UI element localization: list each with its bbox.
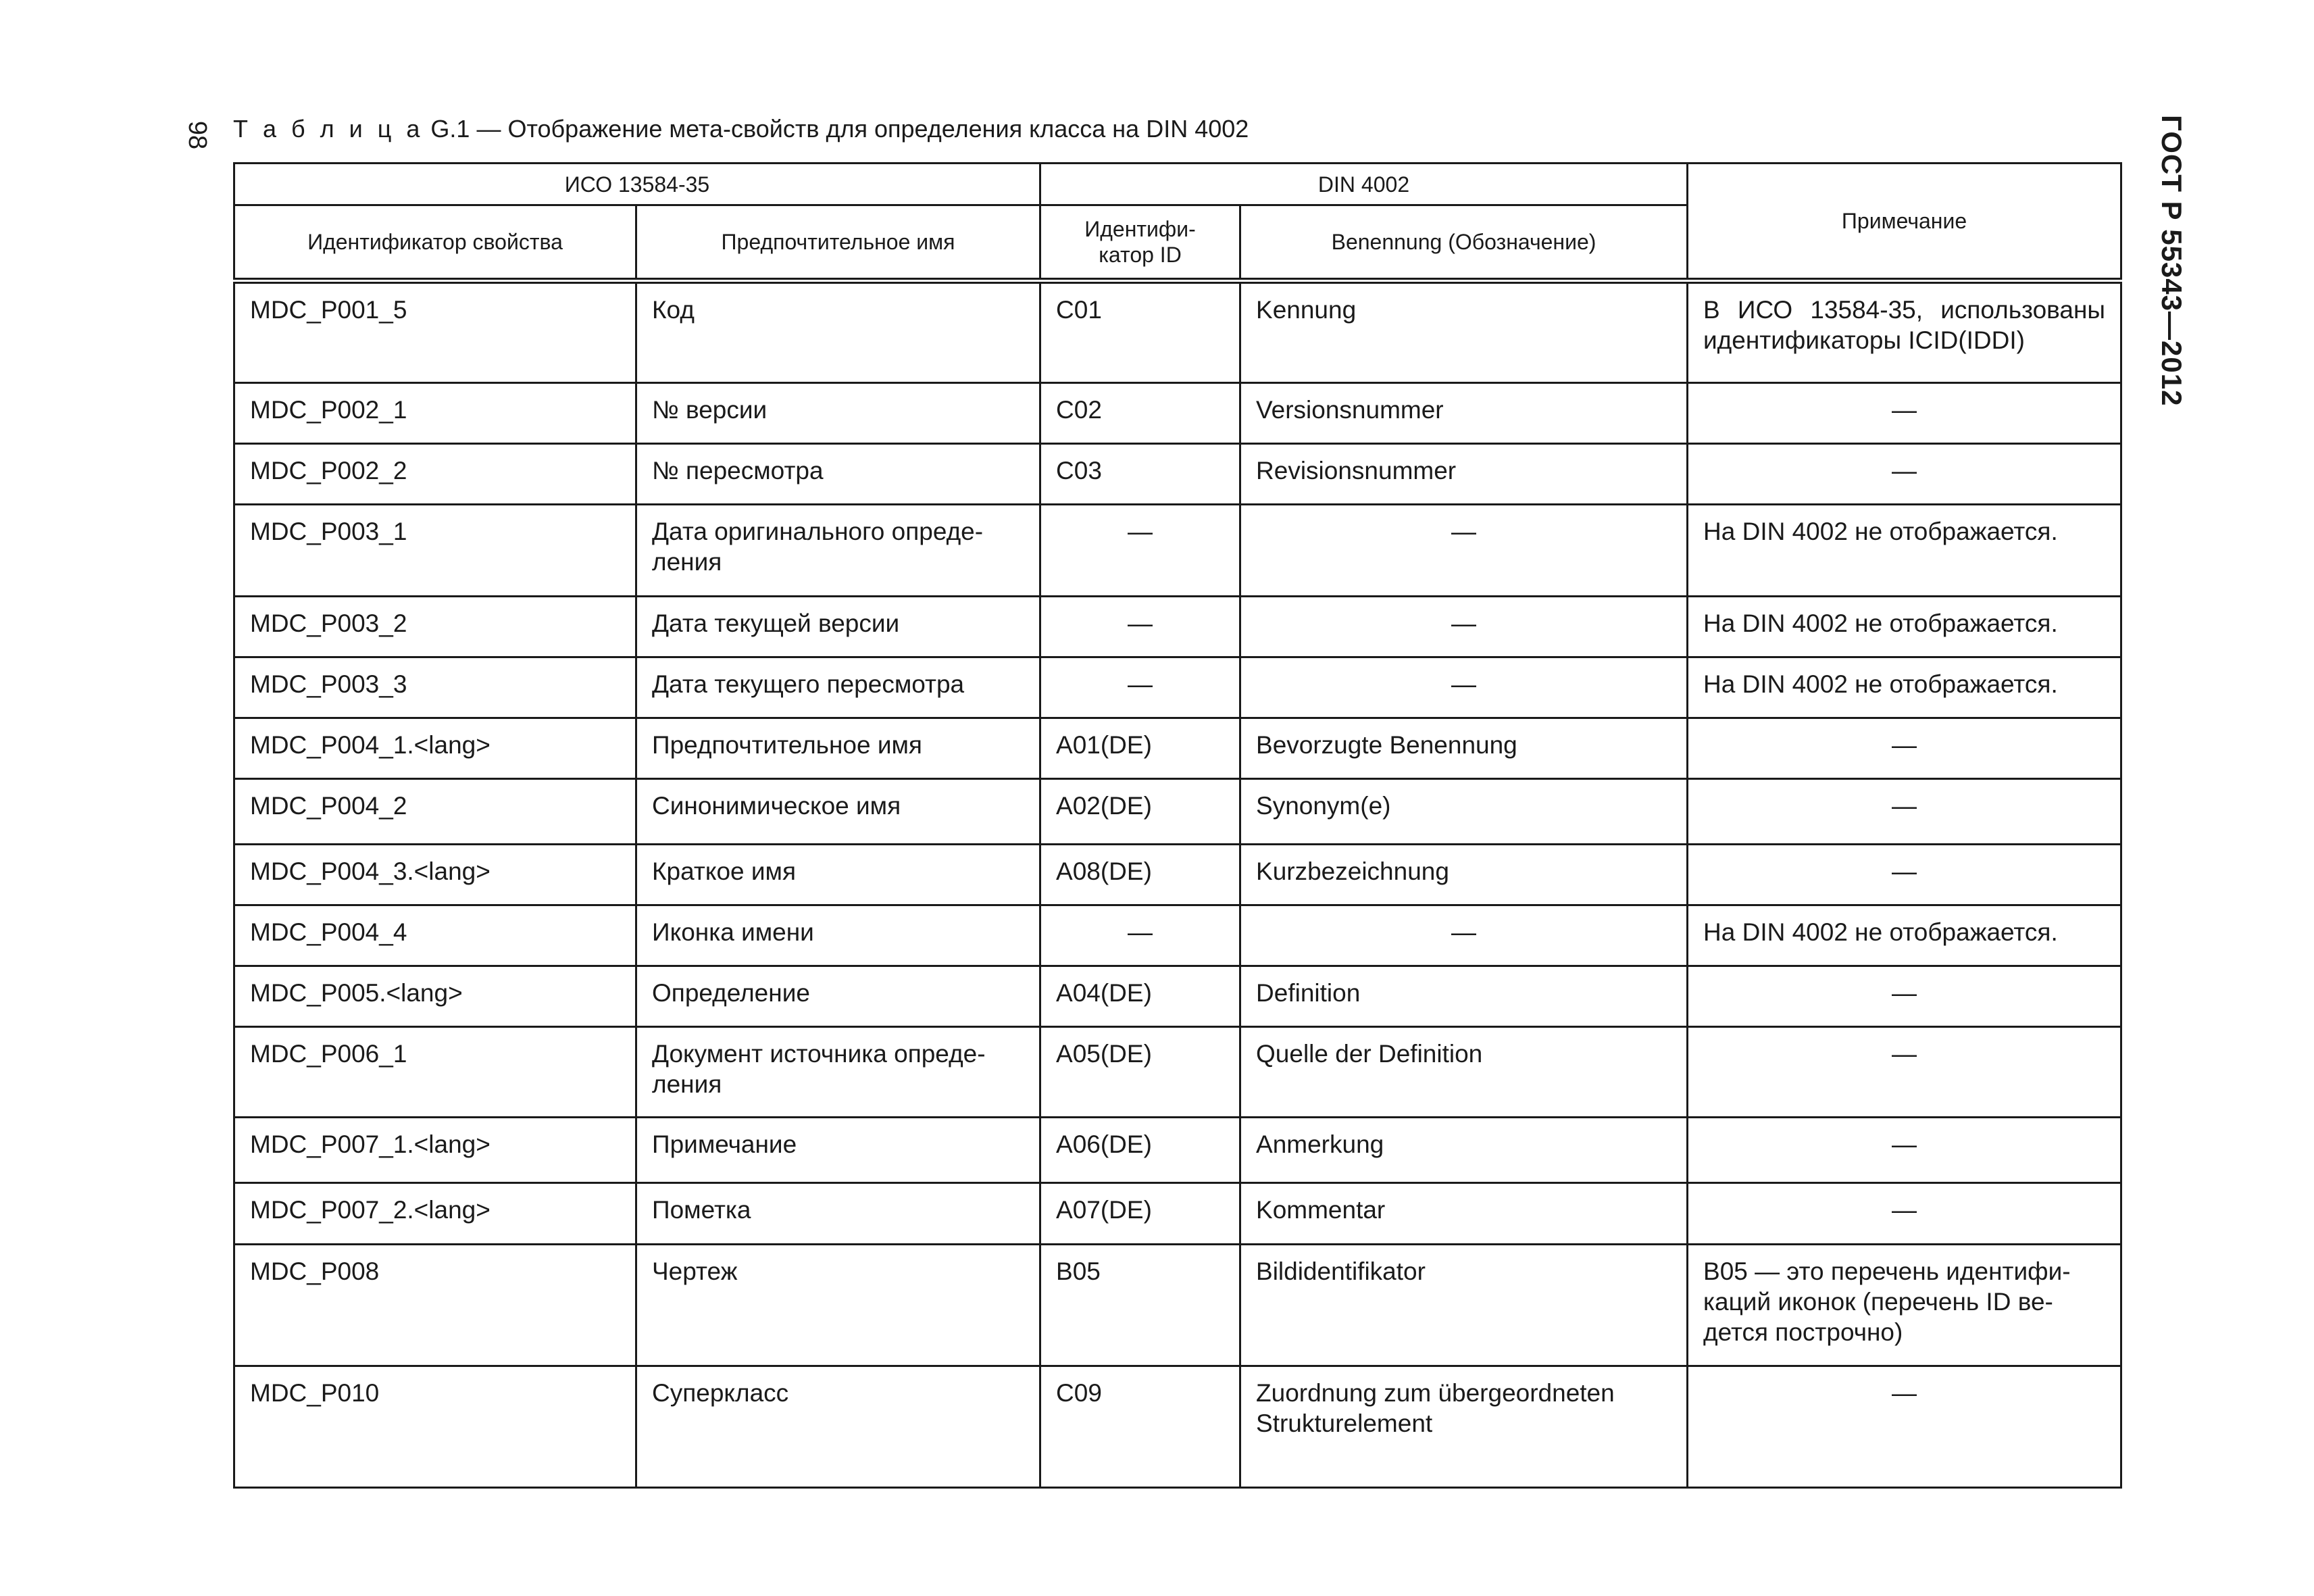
cell-din-id: A08(DE) xyxy=(1040,845,1240,905)
cell-property-id: MDC_P008 xyxy=(234,1245,636,1366)
cell-benennung: — xyxy=(1240,905,1688,966)
cell-din-id: C01 xyxy=(1040,281,1240,383)
cell-note: B05 — это перечень идентифи- каций иконок (перечень ID ве- дется построчно) xyxy=(1688,1245,2121,1366)
cell-note: На DIN 4002 не отображается. xyxy=(1688,597,2121,657)
cell-benennung: Kommentar xyxy=(1240,1183,1688,1245)
mapping-table xyxy=(233,162,2122,1489)
cell-note: — xyxy=(1688,966,2121,1027)
cell-benennung: — xyxy=(1240,505,1688,597)
cell-preferred-name: Чертеж xyxy=(636,1245,1040,1366)
table-row xyxy=(234,1027,2121,1118)
cell-din-id: B05 xyxy=(1040,1245,1240,1366)
cell-benennung: Zuordnung zum übergeordneten Strukturelement xyxy=(1240,1366,1688,1488)
table-row xyxy=(234,1183,2121,1245)
cell-note: — xyxy=(1688,779,2121,845)
cell-note: — xyxy=(1688,1366,2121,1488)
table-title-text: G.1 — Отображение мета-свойств для определения класса на DIN 4002 xyxy=(430,115,1249,143)
table-row xyxy=(234,1245,2121,1366)
cell-property-id: MDC_P003_1 xyxy=(234,505,636,597)
cell-preferred-name: Предпочтительное имя xyxy=(636,718,1040,779)
cell-benennung: Synonym(e) xyxy=(1240,779,1688,845)
cell-note: — xyxy=(1688,383,2121,444)
cell-din-id: A07(DE) xyxy=(1040,1183,1240,1245)
cell-preferred-name: № пересмотра xyxy=(636,444,1040,505)
cell-benennung: — xyxy=(1240,597,1688,657)
cell-preferred-name: Определение xyxy=(636,966,1040,1027)
cell-benennung: Anmerkung xyxy=(1240,1118,1688,1183)
cell-preferred-name: Краткое имя xyxy=(636,845,1040,905)
cell-preferred-name: Примечание xyxy=(636,1118,1040,1183)
table-row xyxy=(234,1366,2121,1488)
table-row xyxy=(234,657,2121,718)
table-row xyxy=(234,597,2121,657)
cell-note: На DIN 4002 не отображается. xyxy=(1688,657,2121,718)
cell-din-id: — xyxy=(1040,905,1240,966)
table-header xyxy=(234,164,2121,281)
cell-preferred-name: Пометка xyxy=(636,1183,1040,1245)
cell-preferred-name: Суперкласс xyxy=(636,1366,1040,1488)
header-preferred-name: Предпочтительное имя xyxy=(636,205,1040,281)
cell-property-id: MDC_P002_1 xyxy=(234,383,636,444)
cell-din-id: A02(DE) xyxy=(1040,779,1240,845)
header-iso-group: ИСО 13584-35 xyxy=(234,164,1040,205)
header-din-id: Идентифи- катор ID xyxy=(1040,205,1240,281)
cell-property-id: MDC_P007_1.<lang> xyxy=(234,1118,636,1183)
table-title-prefix: Т а б л и ц а xyxy=(233,115,424,143)
cell-preferred-name: Иконка имени xyxy=(636,905,1040,966)
cell-property-id: MDC_P010 xyxy=(234,1366,636,1488)
cell-benennung: Bildidentifikator xyxy=(1240,1245,1688,1366)
cell-benennung: Kennung xyxy=(1240,281,1688,383)
table-row xyxy=(234,779,2121,845)
cell-note: — xyxy=(1688,845,2121,905)
cell-preferred-name: Синонимическое имя xyxy=(636,779,1040,845)
cell-preferred-name: Документ источника опреде- ления xyxy=(636,1027,1040,1118)
cell-note: На DIN 4002 не отображается. xyxy=(1688,505,2121,597)
cell-din-id: C02 xyxy=(1040,383,1240,444)
cell-property-id: MDC_P001_5 xyxy=(234,281,636,383)
cell-din-id: C03 xyxy=(1040,444,1240,505)
cell-din-id: — xyxy=(1040,657,1240,718)
header-note: Примечание xyxy=(1688,164,2121,281)
cell-benennung: — xyxy=(1240,657,1688,718)
cell-note: На DIN 4002 не отображается. xyxy=(1688,905,2121,966)
table-row xyxy=(234,845,2121,905)
cell-property-id: MDC_P006_1 xyxy=(234,1027,636,1118)
cell-din-id: A04(DE) xyxy=(1040,966,1240,1027)
cell-property-id: MDC_P004_2 xyxy=(234,779,636,845)
cell-din-id: — xyxy=(1040,505,1240,597)
cell-preferred-name: Дата оригинального опреде- ления xyxy=(636,505,1040,597)
cell-note: В ИСО 13584-35, использованы идентификаторы ICID(IDDI) xyxy=(1688,281,2121,383)
cell-din-id: C09 xyxy=(1040,1366,1240,1488)
cell-note: — xyxy=(1688,1027,2121,1118)
table-row xyxy=(234,718,2121,779)
cell-benennung: Bevorzugte Benennung xyxy=(1240,718,1688,779)
table-body xyxy=(234,281,2121,1488)
cell-property-id: MDC_P004_3.<lang> xyxy=(234,845,636,905)
cell-property-id: MDC_P004_1.<lang> xyxy=(234,718,636,779)
page-number: 98 xyxy=(183,120,212,150)
standard-code: ГОСТ Р 55343—2012 xyxy=(2156,115,2188,407)
cell-note: — xyxy=(1688,1118,2121,1183)
cell-note: — xyxy=(1688,1183,2121,1245)
cell-benennung: Versionsnummer xyxy=(1240,383,1688,444)
table-row xyxy=(234,444,2121,505)
cell-benennung: Revisionsnummer xyxy=(1240,444,1688,505)
table-row xyxy=(234,905,2121,966)
cell-benennung: Definition xyxy=(1240,966,1688,1027)
header-benennung: Benennung (Обозначение) xyxy=(1240,205,1688,281)
cell-benennung: Quelle der Definition xyxy=(1240,1027,1688,1118)
table-row xyxy=(234,966,2121,1027)
cell-din-id: A01(DE) xyxy=(1040,718,1240,779)
table-row xyxy=(234,281,2121,383)
cell-din-id: A06(DE) xyxy=(1040,1118,1240,1183)
cell-preferred-name: Дата текущего пересмотра xyxy=(636,657,1040,718)
cell-property-id: MDC_P003_3 xyxy=(234,657,636,718)
cell-din-id: A05(DE) xyxy=(1040,1027,1240,1118)
cell-benennung: Kurzbezeichnung xyxy=(1240,845,1688,905)
header-din-group: DIN 4002 xyxy=(1040,164,1688,205)
cell-preferred-name: Дата текущей версии xyxy=(636,597,1040,657)
table-row xyxy=(234,383,2121,444)
cell-property-id: MDC_P003_2 xyxy=(234,597,636,657)
header-property-id: Идентификатор свойства xyxy=(234,205,636,281)
table-title xyxy=(233,115,1249,143)
cell-property-id: MDC_P007_2.<lang> xyxy=(234,1183,636,1245)
cell-property-id: MDC_P005.<lang> xyxy=(234,966,636,1027)
cell-note: — xyxy=(1688,718,2121,779)
cell-preferred-name: № версии xyxy=(636,383,1040,444)
cell-property-id: MDC_P004_4 xyxy=(234,905,636,966)
table-row xyxy=(234,1118,2121,1183)
table-row xyxy=(234,505,2121,597)
cell-note: — xyxy=(1688,444,2121,505)
cell-property-id: MDC_P002_2 xyxy=(234,444,636,505)
cell-preferred-name: Код xyxy=(636,281,1040,383)
cell-din-id: — xyxy=(1040,597,1240,657)
